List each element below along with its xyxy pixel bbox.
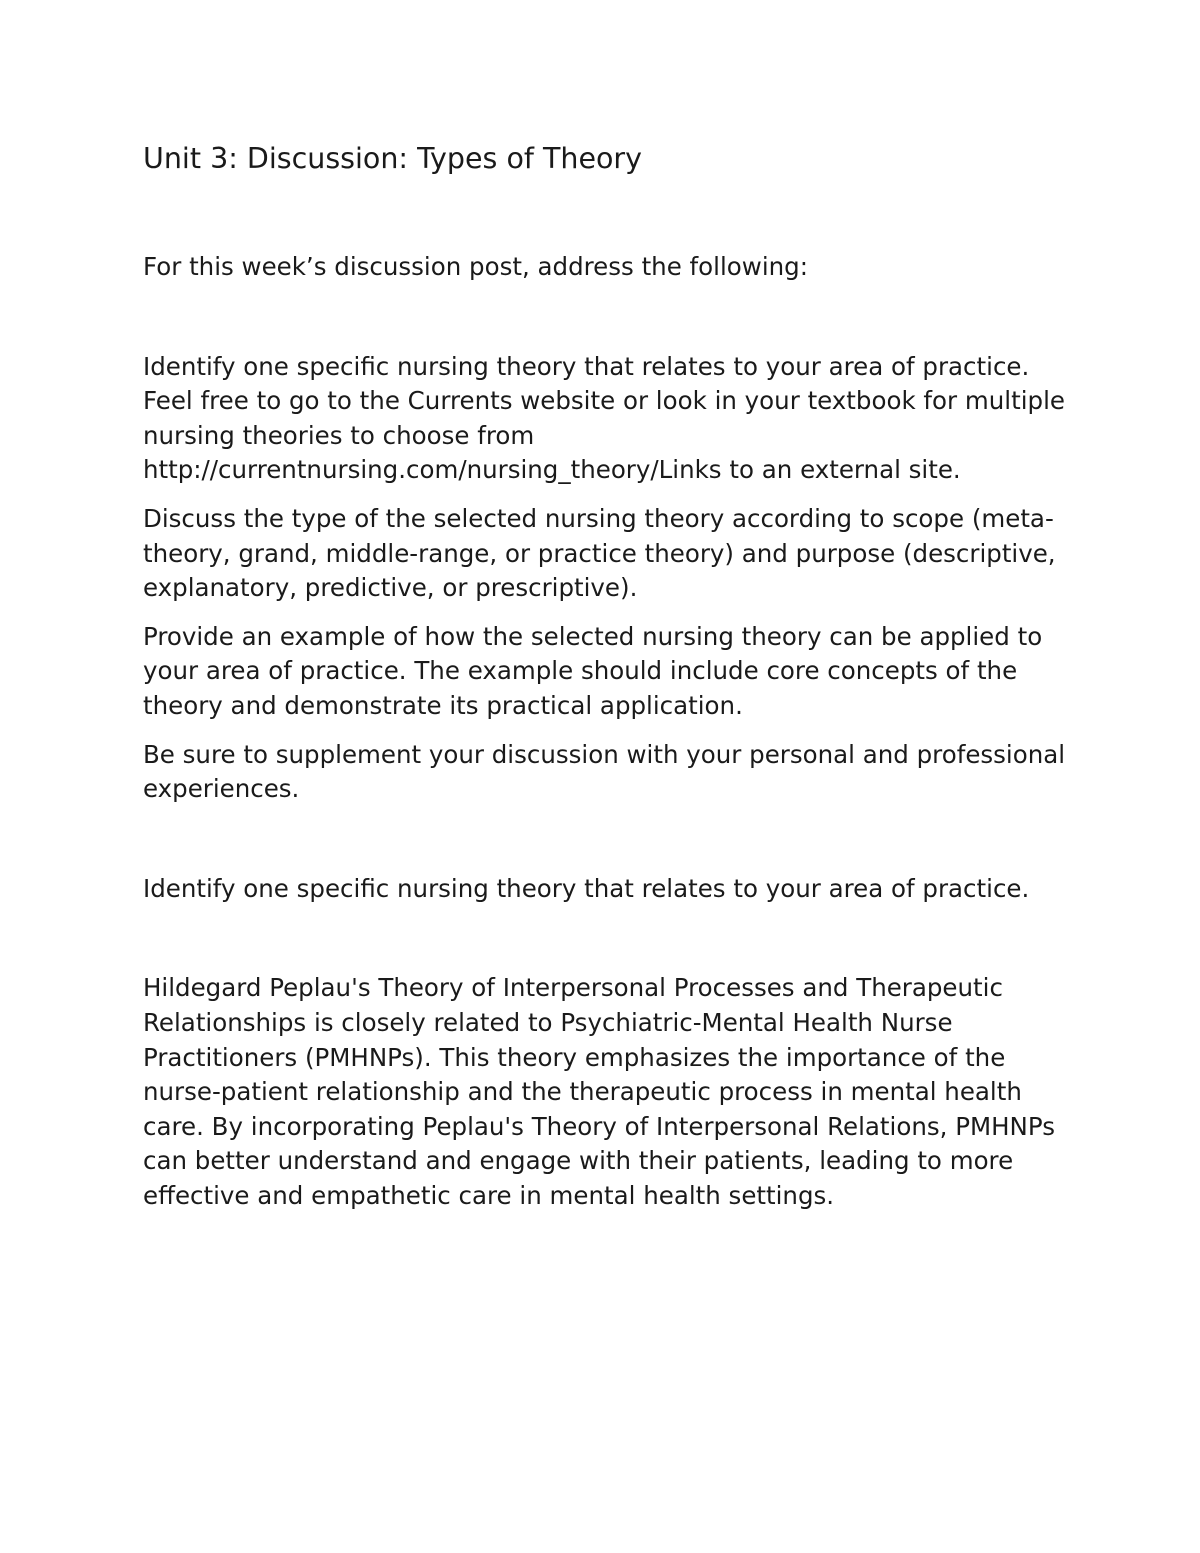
prompt-discuss-type: Discuss the type of the selected nursing theory according to scope (meta-theory, grand, middle-range, or practice theory) and purpose (descriptive, explanatory, predictive, or prescriptive).	[143, 503, 1056, 603]
prompt-provide-example: Provide an example of how the selected nursing theory can be applied to your area of practice. The example should include core concepts of the theory and demonstrate its practical application.	[143, 621, 1043, 720]
intro-text: For this week’s discussion post, address the following:	[143, 252, 808, 281]
prompt-supplement-experience: Be sure to supplement your discussion with your personal and professional experiences.	[143, 739, 1066, 804]
document-body	[143, 138, 1073, 1213]
document-title: Unit 3: Discussion: Types of Theory	[143, 142, 643, 175]
prompt-identify-theory: Identify one specific nursing theory that relates to your area of practice. Feel free to go to the Currents website or look in your textbook for multiple nursing theories to choose from http://currentnursing.com/nursing_theory/Links to an external site.	[143, 351, 1065, 485]
question-heading: Identify one specific nursing theory that relates to your area of practice.	[143, 873, 1030, 903]
answer-paragraph: Hildegard Peplau's Theory of Interpersonal Processes and Therapeutic Relationships is closely related to Psychiatric-Mental Health Nurse Practitioners (PMHNPs). This theory emphasizes the importance of the nurse-patient relationship and the therapeutic process in mental health care. By incorporating Peplau's Theory of Interpersonal Relations, PMHNPs can better understand and engage with their patients, leading to more effective and empathetic care in mental health settings.	[143, 973, 1055, 1210]
